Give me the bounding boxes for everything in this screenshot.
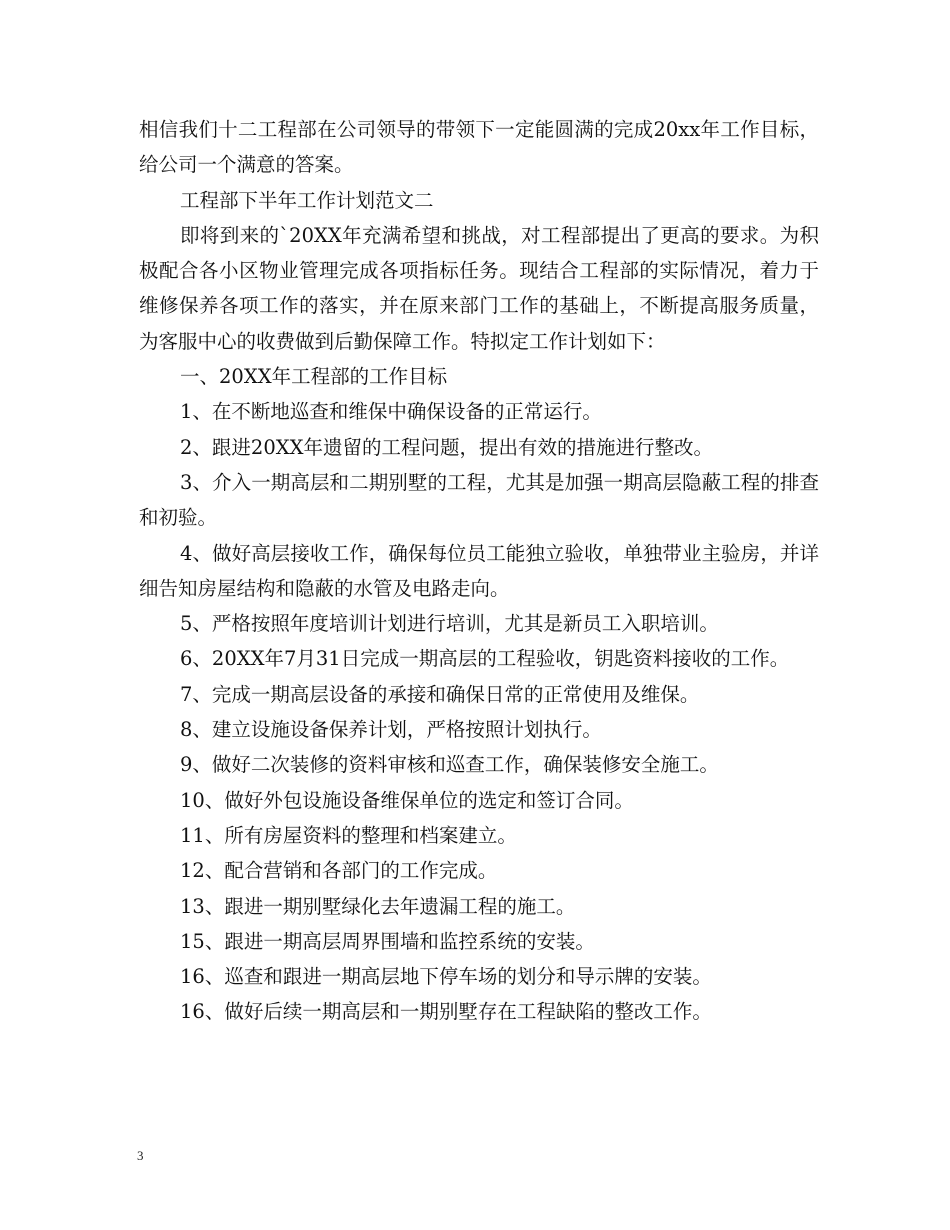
document-body <box>139 112 819 1030</box>
paragraph-intro: 即将到来的`20XX年充满希望和挑战，对工程部提出了更高的要求。为积极配合各小区物业管理完成各项指标任务。现结合工程部的实际情况，着力于维修保养各项工作的落实，并在原来部门工作的基础上，不断提高服务质量，为客服中心的收费做到后勤保障工作。特拟定工作计划如下： <box>139 223 819 353</box>
paragraph-closing: 相信我们十二工程部在公司领导的带领下一定能圆满的完成20xx年工作目标，给公司一个满意的答案。 <box>139 118 819 177</box>
list-item: 12、配合营销和各部门的工作完成。 <box>180 859 498 883</box>
list-item: 6、20XX年7月31日完成一期高层的工程验收，钥匙资料接收的工作。 <box>180 647 790 671</box>
list-item: 16、做好后续一期高层和一期别墅存在工程缺陷的整改工作。 <box>180 1000 712 1024</box>
list-item: 9、做好二次装修的资料审核和巡查工作，确保装修安全施工。 <box>180 753 719 777</box>
page-number: 3 <box>137 1148 144 1163</box>
list-item: 11、所有房屋资料的整理和档案建立。 <box>180 823 517 847</box>
list-item: 16、巡查和跟进一期高层地下停车场的划分和导示牌的安装。 <box>180 965 712 989</box>
list-item: 7、完成一期高层设备的承接和确保日常的正常使用及维保。 <box>180 682 700 706</box>
list-item: 5、严格按照年度培训计划进行培训，尤其是新员工入职培训。 <box>180 612 719 636</box>
list-item: 1、在不断地巡查和维保中确保设备的正常运行。 <box>180 400 602 424</box>
list-item: 13、跟进一期别墅绿化去年遗漏工程的施工。 <box>180 894 576 918</box>
list-item: 15、跟进一期高层周界围墙和监控系统的安装。 <box>180 929 595 953</box>
list-item: 8、建立设施设备保养计划，严格按照计划执行。 <box>180 718 602 742</box>
list-item: 2、跟进20XX年遗留的工程问题，提出有效的措施进行整改。 <box>180 435 713 459</box>
section-heading: 工程部下半年工作计划范文二 <box>180 188 434 212</box>
subsection-heading: 一、20XX年工程部的工作目标 <box>180 365 448 389</box>
list-item: 3、介入一期高层和二期别墅的工程，尤其是加强一期高层隐蔽工程的排查和初验。 <box>139 470 819 530</box>
list-item: 10、做好外包设施设备维保单位的选定和签订合同。 <box>180 788 634 812</box>
list-item: 4、做好高层接收工作，确保每位员工能独立验收，单独带业主验房，并详细告知房屋结构和隐蔽的水管及电路走向。 <box>139 541 819 600</box>
